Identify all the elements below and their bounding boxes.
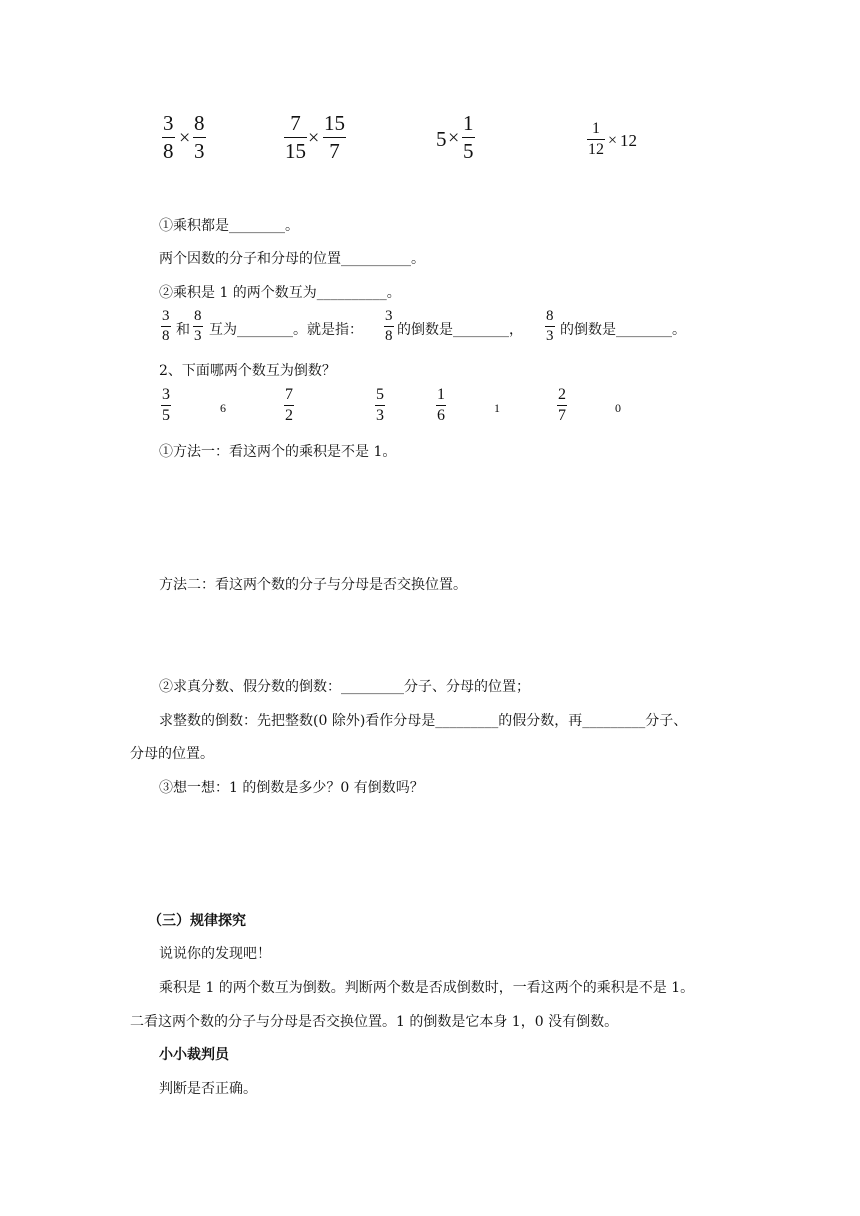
fraction: 7 2	[285, 386, 293, 425]
summary-line-1: 乘积是 1 的两个数互为倒数。判断两个数是否成倒数时，一看这两个的乘积是不是 1。	[159, 980, 695, 996]
line-position-blank: 两个因数的分子和分母的位置__________。	[159, 251, 425, 267]
fraction: 3 8	[385, 308, 393, 345]
whole-number: 1	[494, 401, 500, 415]
line-reciprocal-blank: ②乘积是 1 的两个数互为__________。	[159, 285, 401, 301]
rule-fraction: ②求真分数、假分数的倒数：_________分子、分母的位置；	[159, 679, 530, 695]
rule-integer-cont: 分母的位置。	[130, 746, 214, 762]
question-2: 2、下面哪两个数互为倒数？	[159, 363, 336, 379]
whole-number: 5	[436, 127, 447, 151]
fraction: 2 7	[558, 386, 566, 425]
rule-integer: 求整数的倒数：先把整数(0 除外)看作分母是_________的假分数，再_________分子、	[159, 713, 688, 729]
whole-number: 12	[620, 131, 637, 150]
fraction: 3 8	[162, 308, 170, 345]
summary-line-2: 二看这两个数的分子与分母是否交换位置。1 的倒数是它本身 1，0 没有倒数。	[130, 1014, 619, 1030]
times-sign: ×	[608, 132, 618, 149]
think-question: ③想一想：1 的倒数是多少？0 有倒数吗？	[159, 780, 424, 796]
fraction: 7 15	[285, 111, 306, 164]
whole-number: 6	[220, 401, 226, 415]
times-sign: ×	[308, 127, 320, 149]
fraction: 5 3	[376, 386, 384, 425]
fraction: 1 5	[463, 111, 474, 164]
whole-number: 0	[615, 401, 621, 415]
section-heading-3: （三）规律探究	[148, 913, 246, 929]
line-product-blank: ①乘积都是________。	[159, 218, 299, 234]
method-1: ①方法一：看这两个的乘积是不是 1。	[159, 444, 397, 460]
fraction: 3 5	[162, 386, 170, 425]
discovery-prompt: 说说你的发现吧！	[159, 946, 271, 962]
fraction: 15 7	[324, 111, 345, 164]
fraction: 1 6	[437, 386, 445, 425]
fraction: 8 3	[194, 308, 202, 345]
fraction: 8 3	[546, 308, 554, 345]
fraction: 3 8	[163, 111, 174, 164]
method-2: 方法二：看这两个数的分子与分母是否交换位置。	[159, 577, 467, 593]
fraction: 8 3	[194, 111, 205, 164]
times-sign: ×	[179, 127, 191, 149]
times-sign: ×	[448, 127, 460, 149]
section-heading-judge: 小小裁判员	[159, 1047, 229, 1063]
judge-instruction: 判断是否正确。	[159, 1081, 257, 1097]
fraction: 1 12	[588, 120, 604, 159]
